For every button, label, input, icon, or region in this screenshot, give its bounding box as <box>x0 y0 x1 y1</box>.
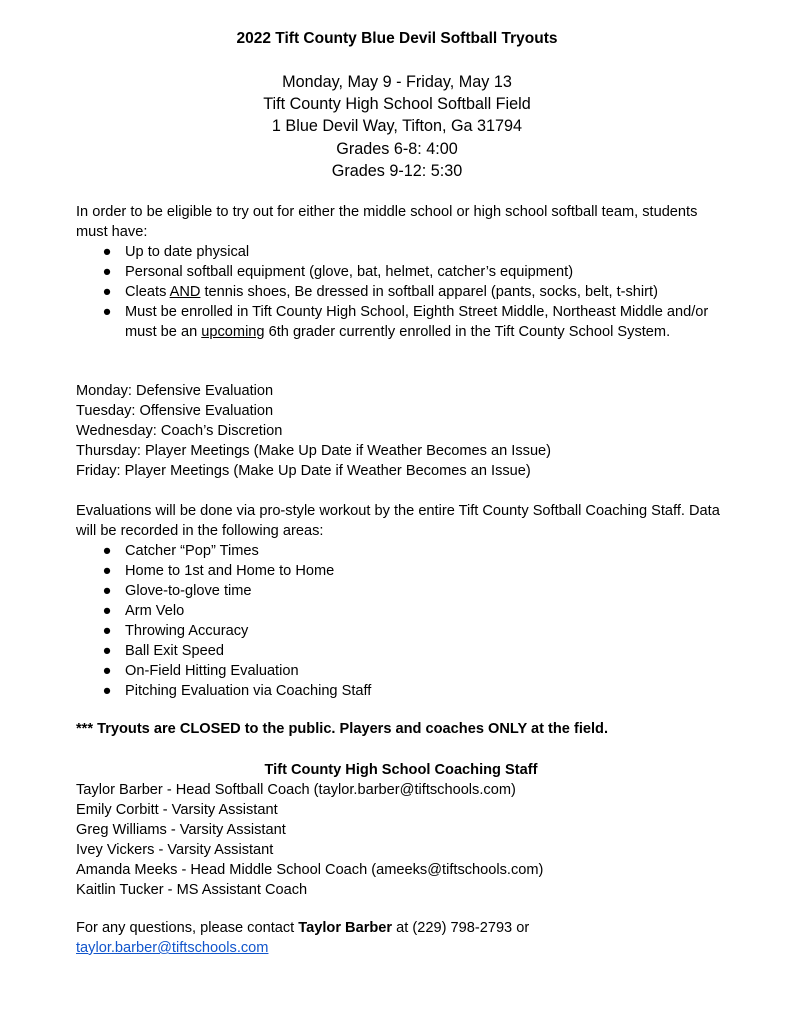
contact-line: For any questions, please contact Taylor Barber at (229) 798-2793 or <box>76 920 530 936</box>
staff-member: Ivey Vickers - Varsity Assistant <box>76 842 274 858</box>
bullet-icon: ● <box>102 304 112 320</box>
staff-member: Taylor Barber - Head Softball Coach (taylor.barber@tiftschools.com) <box>76 782 516 798</box>
bullet-icon: ● <box>102 543 112 559</box>
schedule-section <box>76 381 726 481</box>
bullet-icon: ● <box>102 284 112 300</box>
list-item: ● Cleats AND tennis shoes, Be dressed in softball apparel (pants, socks, belt, t-shirt) <box>102 284 658 300</box>
list-item: ● Must be enrolled in Tift County High School, Eighth Street Middle, Northeast Middle and/or must be an upcoming 6th grader currently enrolled in the Tift County School System. <box>102 304 709 340</box>
list-item: ● Up to date physical <box>102 244 250 260</box>
bullet-icon: ● <box>102 603 112 619</box>
eligibility-section <box>76 202 726 342</box>
evaluations-section <box>76 501 726 701</box>
list-item: ● Home to 1st and Home to Home <box>102 563 335 579</box>
list-item: ● Personal softball equipment (glove, bat, helmet, catcher’s equipment) <box>102 264 574 280</box>
bullet-icon: ● <box>102 683 112 699</box>
list-item: ● Arm Velo <box>102 603 185 619</box>
event-location: Tift County High School Softball Field <box>263 95 531 114</box>
bullet-icon: ● <box>102 244 112 260</box>
list-item: ● Pitching Evaluation via Coaching Staff <box>102 683 372 699</box>
staff-section <box>76 760 726 900</box>
staff-member: Kaitlin Tucker - MS Assistant Coach <box>76 882 308 898</box>
closed-notice: *** Tryouts are CLOSED to the public. Players and coaches ONLY at the field. <box>76 721 609 737</box>
staff-heading: Tift County High School Coaching Staff <box>264 762 538 778</box>
eligibility-list <box>76 242 726 342</box>
event-info <box>0 71 794 182</box>
list-item: ● On-Field Hitting Evaluation <box>102 663 299 679</box>
schedule-thursday: Thursday: Player Meetings (Make Up Date if Weather Becomes an Issue) <box>76 443 552 459</box>
bullet-icon: ● <box>102 563 112 579</box>
evaluations-list <box>76 541 726 701</box>
event-dates: Monday, May 9 - Friday, May 13 <box>282 73 512 91</box>
bullet-icon: ● <box>102 623 112 639</box>
bullet-icon: ● <box>102 663 112 679</box>
schedule-monday: Monday: Defensive Evaluation <box>76 383 274 399</box>
staff-member: Greg Williams - Varsity Assistant <box>76 822 286 838</box>
contact-name: Taylor Barber <box>298 920 393 936</box>
schedule-tuesday: Tuesday: Offensive Evaluation <box>76 403 274 419</box>
list-item: ● Ball Exit Speed <box>102 643 224 659</box>
evaluations-intro: Evaluations will be done via pro-style workout by the entire Tift County Softball Coaching Staff. Data will be recorded in the following areas: <box>76 503 720 539</box>
event-time-grades-6-8: Grades 6-8: 4:00 <box>336 139 458 158</box>
contact-email-link[interactable]: taylor.barber@tiftschools.com <box>76 940 269 956</box>
list-item: ● Catcher “Pop” Times <box>102 543 259 559</box>
staff-member: Emily Corbitt - Varsity Assistant <box>76 802 278 818</box>
schedule-friday: Friday: Player Meetings (Make Up Date if Weather Becomes an Issue) <box>76 463 531 479</box>
bullet-icon: ● <box>102 643 112 659</box>
list-item: ● Throwing Accuracy <box>102 623 249 639</box>
staff-member: Amanda Meeks - Head Middle School Coach (ameeks@tiftschools.com) <box>76 862 544 878</box>
event-time-grades-9-12: Grades 9-12: 5:30 <box>331 161 463 180</box>
list-item: ● Glove-to-glove time <box>102 583 252 599</box>
event-address: 1 Blue Devil Way, Tifton, Ga 31794 <box>271 117 523 136</box>
bullet-icon: ● <box>102 264 112 280</box>
document-title: 2022 Tift County Blue Devil Softball Tryouts <box>236 30 558 47</box>
bullet-icon: ● <box>102 583 112 599</box>
contact-section <box>76 918 726 958</box>
schedule-wednesday: Wednesday: Coach’s Discretion <box>76 423 283 439</box>
eligibility-intro: In order to be eligible to try out for either the middle school or high school softball team, students must have: <box>76 204 698 240</box>
